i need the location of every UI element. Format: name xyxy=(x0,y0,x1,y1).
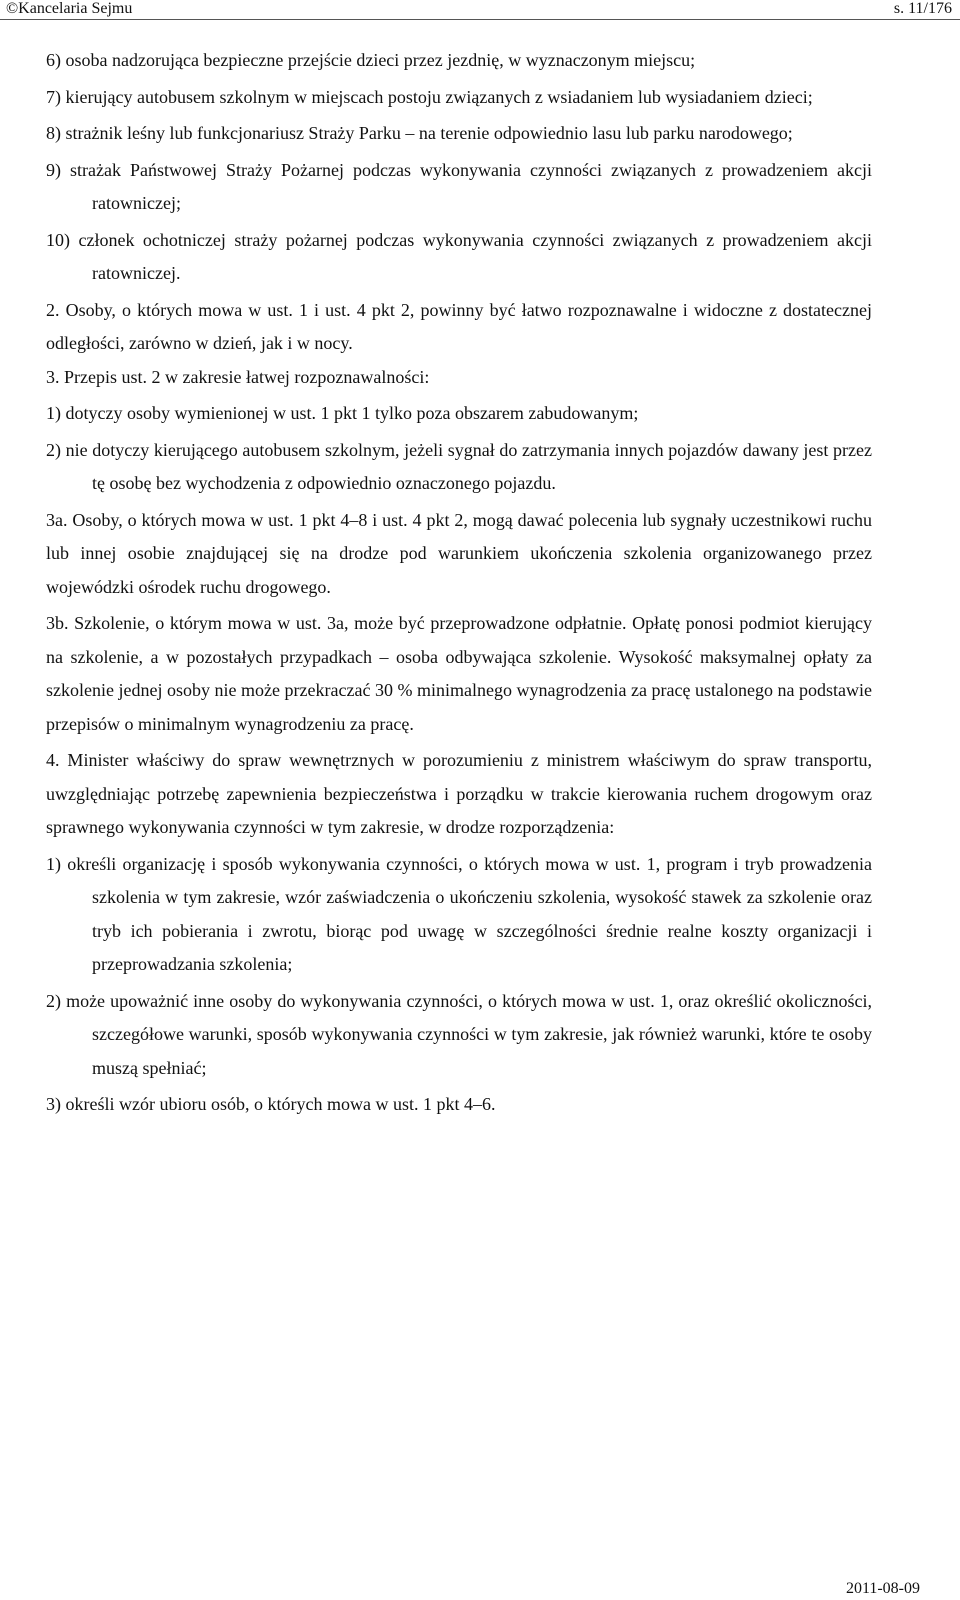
list-item: 8) strażnik leśny lub funkcjonariusz Straży Parku – na terenie odpowiednio lasu lub parku narodowego; xyxy=(46,123,793,143)
list-item: 1) dotyczy osoby wymienionej w ust. 1 pkt 1 tylko poza obszarem zabudowanym; xyxy=(46,403,639,423)
list-item: 7) kierujący autobusem szkolnym w miejscach postoju związanych z wsiadaniem lub wysiadaniem dzieci; xyxy=(46,86,813,107)
list-item: 2) nie dotyczy kierującego autobusem szkolnym, jeżeli sygnał do zatrzymania innych pojazdów dawany jest przez tę osobę bez wychodzenia z odpowiednio oznaczonego pojazdu. xyxy=(46,439,872,493)
list-item: 1) określi organizację i sposób wykonywania czynności, o których mowa w ust. 1, program i tryb prowadzenia szkolenia w tym zakresie, wzór zaświadczenia o ukończeniu szkolenia, wysokość stawek za szkolenie oraz tryb ich pobierania i zwrotu, biorąc pod uwagę w szczególności średnie realne koszty organizacji i przeprowadzania szkolenia; xyxy=(46,853,872,974)
list-item: 10) członek ochotniczej straży pożarnej podczas wykonywania czynności związanych z prowadzeniem akcji ratowniczej. xyxy=(46,229,872,283)
header-divider xyxy=(0,19,960,20)
list-item: 3) określi wzór ubioru osób, o których mowa w ust. 1 pkt 4–6. xyxy=(46,1094,496,1114)
paragraph-ust-2: 2. Osoby, o których mowa w ust. 1 i ust. 4 pkt 2, powinny być łatwo rozpoznawalne i widoczne z dostatecznej odległości, zarówno w dzień, jak i w nocy. xyxy=(46,299,872,353)
document-body xyxy=(46,44,872,1122)
paragraph-ust-3a: 3a. Osoby, o których mowa w ust. 1 pkt 4–8 i ust. 4 pkt 2, mogą dawać polecenia lub sygnały uczestnikowi ruchu lub innej osobie znajdującej się na drodze pod warunkiem ukończenia szkolenia organizowanego przez wojewódzki ośrodek ruchu drogowego. xyxy=(46,509,872,597)
list-item: 2) może upoważnić inne osoby do wykonywania czynności, o których mowa w ust. 1, oraz określić okoliczności, szczegółowe warunki, sposób wykonywania czynności w tym zakresie, jak również warunki, które te osoby muszą spełniać; xyxy=(46,990,872,1078)
paragraph-ust-3: 3. Przepis ust. 2 w zakresie łatwej rozpoznawalności: xyxy=(46,366,430,387)
publication-date: 2011-08-09 xyxy=(845,1580,920,1597)
list-item: 6) osoba nadzorująca bezpieczne przejście dzieci przez jezdnię, w wyznaczonym miejscu; xyxy=(46,50,696,70)
paragraph-ust-3b: 3b. Szkolenie, o którym mowa w ust. 3a, może być przeprowadzone odpłatnie. Opłatę ponosi podmiot kierujący na szkolenie, a w pozostałych przypadkach – osoba odbywająca szkolenie. Wysokość maksymalnej opłaty za szkolenie jednej osoby nie może przekraczać 30 % minimalnego wynagrodzenia za pracę ustalonego na podstawie przepisów o minimalnym wynagrodzeniu za pracę. xyxy=(46,613,872,734)
publisher-label: ©Kancelaria Sejmu xyxy=(6,0,133,17)
paragraph-ust-4: 4. Minister właściwy do spraw wewnętrznych w porozumieniu z ministrem właściwym do spraw transportu, uwzględniając potrzebę zapewnienia bezpieczeństwa i porządku w trakcie kierowania ruchem drogowym oraz sprawnego wykonywania czynności w tym zakresie, w drodze rozporządzenia: xyxy=(46,750,872,837)
page-header xyxy=(0,0,960,20)
list-item: 9) strażak Państwowej Straży Pożarnej podczas wykonywania czynności związanych z prowadzeniem akcji ratowniczej; xyxy=(46,159,872,213)
page-number: s. 11/176 xyxy=(893,0,952,17)
